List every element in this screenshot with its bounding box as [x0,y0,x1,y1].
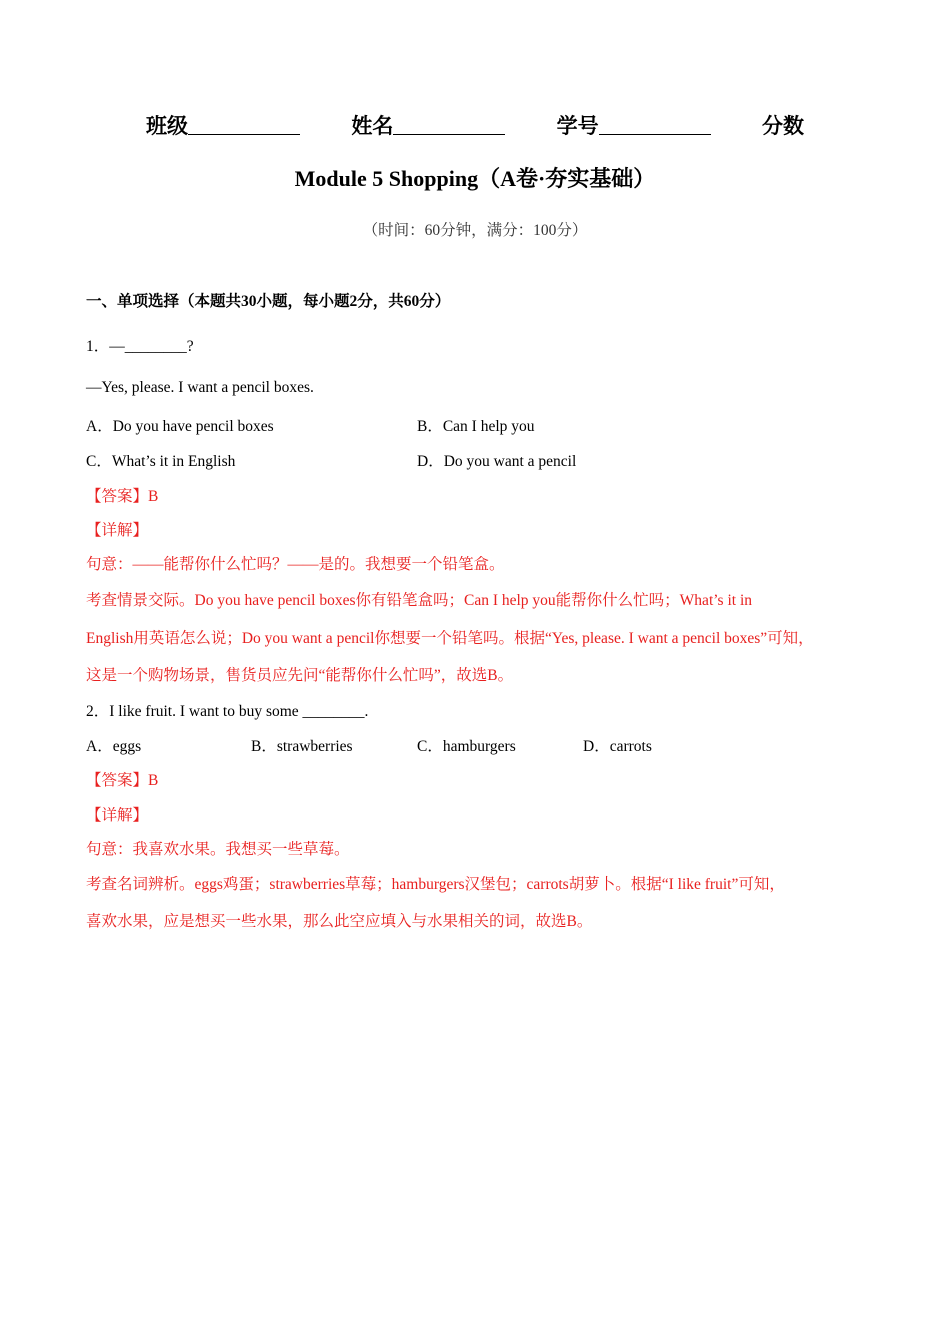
q2-option-b: B．strawberries [251,738,353,755]
page-title: Module 5 Shopping（A卷·夯实基础） [294,166,656,191]
q1-explanation-2: English用英语怎么说；Do you want a pencil你想要一个铅笔吗。根据“Yes, please. I want a pencil boxes”可知， [86,630,814,647]
q1-option-b: B．Can I help you [417,418,535,435]
q2-stem: 2．I like fruit. I want to buy some ________. [86,703,369,720]
q1-answer: 【答案】B [86,488,159,505]
section-heading: 一、单项选择（本题共30小题，每小题2分，共60分） [86,293,451,310]
score-field: 分数 [761,114,804,138]
q1-explanation-3: 这是一个购物场景，售货员应先问“能帮你什么忙吗”，故选B。 [86,667,514,684]
q1-detail-label: 【详解】 [86,522,149,539]
class-field: 班级 [146,110,300,140]
q2-answer: 【答案】B [86,772,159,789]
name-field: 姓名 [351,110,505,140]
q2-option-c: C．hamburgers [417,738,516,755]
q2-explanation-1: 考查名词辨析。eggs鸡蛋；strawberries草莓；hamburgers汉堡包；carrots胡萝卜。根据“I like fruit”可知， [86,876,785,893]
q1-option-a: A．Do you have pencil boxes [86,418,274,435]
q2-option-a: A．eggs [86,738,142,755]
name-blank [393,114,505,135]
page-subtitle: （时间：60分钟，满分：100分） [362,222,588,239]
q1-stem: 1．—________? [86,338,194,355]
class-blank [188,114,300,135]
student-info-header [0,110,950,140]
number-field: 学号 [557,110,711,140]
q1-option-d: D．Do you want a pencil [417,453,577,470]
q2-meaning: 句意：我喜欢水果。我想买一些草莓。 [86,841,350,858]
q1-meaning: 句意：——能帮你什么忙吗？——是的。我想要一个铅笔盒。 [86,556,505,573]
q2-explanation-2: 喜欢水果，应是想买一些水果，那么此空应填入与水果相关的词，故选B。 [86,913,593,930]
q1-reply: —Yes, please. I want a pencil boxes. [86,379,314,396]
q2-detail-label: 【详解】 [86,807,149,824]
q2-option-d: D．carrots [583,738,652,755]
number-blank [599,114,711,135]
q1-explanation-1: 考查情景交际。Do you have pencil boxes你有铅笔盒吗；Can I help you能帮你什么忙吗；What’s it in [86,592,753,609]
q1-option-c: C．What’s it in English [86,453,236,470]
